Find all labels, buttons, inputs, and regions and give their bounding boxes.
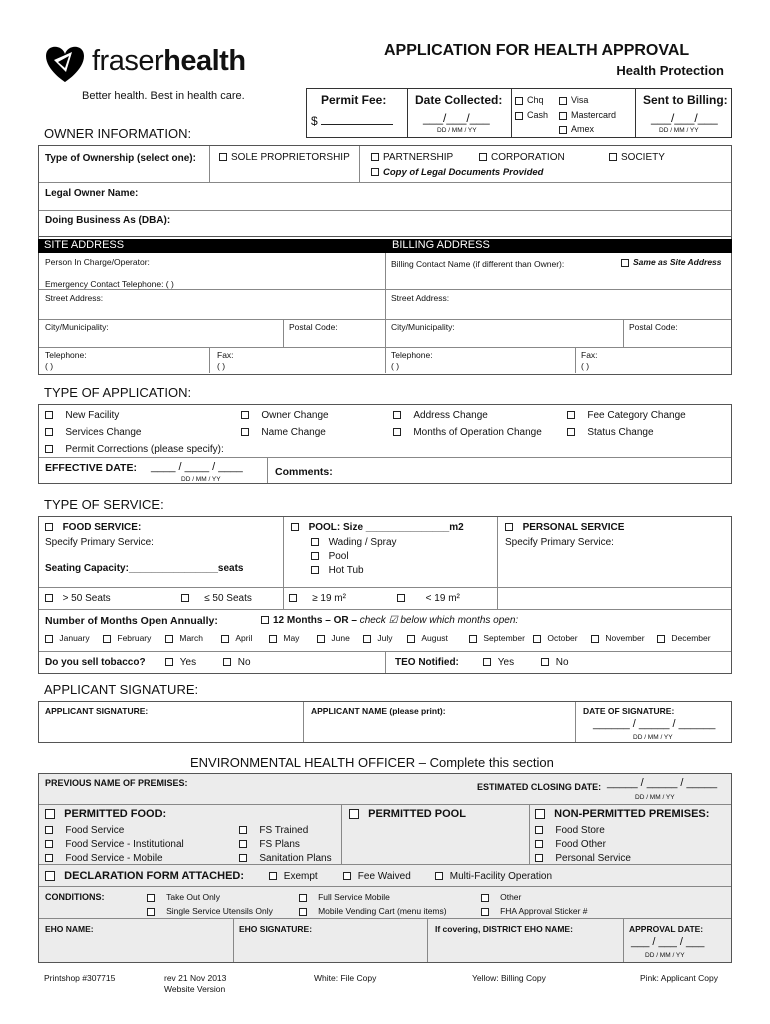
sent-to-billing-hint: DD / MM / YY (659, 127, 699, 134)
ownership-label: Type of Ownership (select one): (45, 153, 196, 164)
checkbox-icon[interactable] (393, 411, 401, 419)
checkbox-icon[interactable] (147, 908, 155, 916)
partnership-option[interactable]: PARTNERSHIP (371, 152, 453, 163)
permitted-food-option[interactable]: PERMITTED FOOD: (45, 808, 166, 820)
checkbox-icon[interactable] (535, 809, 545, 819)
checkbox-icon[interactable] (515, 97, 523, 105)
conditions-label: CONDITIONS: (45, 892, 105, 902)
months-change-option[interactable]: Months of Operation Change (393, 427, 542, 438)
service-section-title: TYPE OF SERVICE: (44, 497, 164, 512)
eho-food-inst-option[interactable]: Food Service - Institutional (45, 839, 184, 850)
name-change-option[interactable]: Name Change (241, 427, 326, 438)
brand-bold: health (163, 45, 246, 77)
wading-option[interactable]: Wading / Spray (311, 537, 397, 548)
signature-box (38, 701, 732, 743)
sanitation-plans-option[interactable]: Sanitation Plans (239, 853, 332, 864)
month-february[interactable]: February (103, 633, 151, 643)
checkbox-icon[interactable] (291, 523, 299, 531)
checkbox-icon[interactable] (45, 854, 53, 862)
eho-box (38, 773, 732, 963)
checkbox-icon[interactable] (435, 872, 443, 880)
closing-date-hint: DD / MM / YY (635, 794, 675, 801)
specify-primary-label: Specify Primary Service: (45, 537, 154, 548)
eho-name-label: EHO NAME: (45, 924, 94, 934)
twelve-months-option[interactable]: 12 Months – OR – check ☑ below which months open: (261, 615, 518, 626)
month-june[interactable]: June (317, 633, 350, 643)
emergency-contact-label: Emergency Contact Telephone: ( ) (45, 279, 174, 289)
checkbox-icon[interactable] (371, 153, 379, 161)
checkbox-icon[interactable] (559, 126, 567, 134)
applicant-name-label: APPLICANT NAME (please print): (311, 706, 446, 716)
legal-docs-option[interactable]: Copy of Legal Documents Provided (371, 167, 543, 178)
checkbox-icon[interactable] (535, 826, 543, 834)
checkbox-icon[interactable] (103, 635, 111, 643)
signature-section-title: APPLICANT SIGNATURE: (44, 682, 199, 697)
checkbox-icon[interactable] (559, 112, 567, 120)
checkbox-icon[interactable] (567, 428, 575, 436)
previous-name-label: PREVIOUS NAME OF PREMISES: (45, 778, 188, 788)
checkbox-icon[interactable] (483, 658, 491, 666)
checkbox-icon[interactable] (45, 594, 53, 602)
street-address-label: Street Address: (45, 293, 104, 303)
checkbox-icon[interactable] (343, 872, 351, 880)
teo-no-option[interactable]: No (541, 657, 569, 668)
checkbox-icon[interactable] (621, 259, 629, 267)
services-change-option[interactable]: Services Change (45, 427, 142, 438)
yellow-copy: Yellow: Billing Copy (472, 973, 546, 983)
owner-box (38, 145, 732, 237)
application-section-title: TYPE OF APPLICATION: (44, 385, 192, 400)
dba-label: Doing Business As (DBA): (45, 215, 171, 226)
mastercard-option[interactable]: Mastercard (559, 110, 616, 120)
website-version: Website Version (164, 984, 226, 994)
service-box (38, 516, 732, 674)
mobile-vending-option[interactable]: Mobile Vending Cart (menu items) (299, 906, 447, 916)
date-of-signature-label: DATE OF SIGNATURE: (583, 706, 675, 716)
eho-food-service-option[interactable]: Food Service (45, 825, 124, 836)
permitted-pool-option[interactable]: PERMITTED POOL (349, 808, 466, 820)
le50-option[interactable]: ≤ 50 Seats (181, 593, 252, 604)
take-out-option[interactable]: Take Out Only (147, 892, 220, 902)
status-change-option[interactable]: Status Change (567, 427, 654, 438)
month-august[interactable]: August (407, 633, 448, 643)
checkbox-icon[interactable] (45, 871, 55, 881)
personal-service-np-option[interactable]: Personal Service (535, 853, 631, 864)
permit-fee-label: Permit Fee: (321, 93, 387, 107)
eho-section-title: ENVIRONMENTAL HEALTH OFFICER – Complete this section (190, 755, 554, 770)
checkbox-icon[interactable] (45, 635, 53, 643)
checkbox-icon[interactable] (657, 635, 665, 643)
owner-section-title: OWNER INFORMATION: (44, 126, 192, 141)
effective-date-field[interactable]: ____ / ____ / ____ (151, 461, 243, 473)
tobacco-no-option[interactable]: No (223, 657, 251, 668)
checkbox-icon[interactable] (535, 854, 543, 862)
checkbox-icon[interactable] (407, 635, 415, 643)
single-service-option[interactable]: Single Service Utensils Only (147, 906, 273, 916)
multi-facility-option[interactable]: Multi-Facility Operation (435, 871, 552, 882)
checkbox-icon[interactable] (469, 635, 477, 643)
address-header-bar (38, 239, 732, 253)
month-may[interactable]: May (269, 633, 299, 643)
chq-option[interactable]: Chq (515, 95, 544, 105)
non-permitted-option[interactable]: NON-PERMITTED PREMISES: (535, 808, 709, 820)
checkbox-icon[interactable] (45, 411, 53, 419)
corporation-option[interactable]: CORPORATION (479, 152, 565, 163)
telephone-label: Telephone: (45, 350, 87, 360)
approval-date-label: APPROVAL DATE: (629, 924, 704, 934)
address-change-option[interactable]: Address Change (393, 410, 488, 421)
fs-plans-option[interactable]: FS Plans (239, 839, 300, 850)
food-store-option[interactable]: Food Store (535, 825, 605, 836)
billing-telephone-label: Telephone: (391, 350, 433, 360)
months-row (45, 633, 729, 647)
checkbox-icon[interactable] (363, 635, 371, 643)
billing-contact-label: Billing Contact Name (if different than Owner): (391, 259, 565, 269)
effective-date-label: EFFECTIVE DATE: (45, 462, 137, 474)
month-july[interactable]: July (363, 633, 393, 643)
full-service-mobile-option[interactable]: Full Service Mobile (299, 892, 390, 902)
dollar-sign: $ (311, 114, 393, 128)
fee-box (306, 88, 732, 138)
brand-light: fraser (92, 45, 164, 77)
checkbox-icon[interactable] (45, 826, 53, 834)
food-other-option[interactable]: Food Other (535, 839, 606, 850)
checkbox-icon[interactable] (223, 658, 231, 666)
teo-yes-option[interactable]: Yes (483, 657, 514, 668)
city-label: City/Municipality: (45, 322, 109, 332)
declaration-option[interactable]: DECLARATION FORM ATTACHED: (45, 870, 244, 882)
month-march[interactable]: March (165, 633, 203, 643)
checkbox-icon[interactable] (349, 809, 359, 819)
lt19-option[interactable]: < 19 m² (397, 593, 460, 604)
fs-trained-option[interactable]: FS Trained (239, 825, 308, 836)
date-collected-label: Date Collected: (415, 93, 503, 107)
billing-address-header: BILLING ADDRESS (392, 239, 490, 251)
checkbox-icon[interactable] (239, 854, 247, 862)
tobacco-yes-option[interactable]: Yes (165, 657, 196, 668)
personal-service-option[interactable]: PERSONAL SERVICE (505, 522, 624, 533)
checkbox-icon[interactable] (45, 445, 53, 453)
months-open-label: Number of Months Open Annually: (45, 615, 218, 627)
date-collected-field[interactable]: ___/___/___ (423, 111, 490, 125)
checkbox-icon[interactable] (317, 635, 325, 643)
pool-option[interactable]: Pool (311, 551, 349, 562)
checkbox-icon[interactable] (269, 872, 277, 880)
checkbox-icon[interactable] (239, 840, 247, 848)
checkbox-icon[interactable] (181, 594, 189, 602)
month-october[interactable]: October (533, 633, 578, 643)
checkbox-icon[interactable] (165, 635, 173, 643)
printshop-number: Printshop #307715 (44, 973, 116, 983)
checkbox-icon[interactable] (239, 826, 247, 834)
checkbox-icon[interactable] (45, 428, 53, 436)
month-september[interactable]: September (469, 633, 525, 643)
permit-corrections-option[interactable]: Permit Corrections (please specify): (45, 444, 224, 455)
fax-label: Fax: (217, 350, 234, 360)
checkbox-icon[interactable] (45, 840, 53, 848)
checkbox-icon[interactable] (299, 894, 307, 902)
application-box (38, 404, 732, 484)
fee-category-change-option[interactable]: Fee Category Change (567, 410, 686, 421)
checkbox-icon[interactable] (505, 523, 513, 531)
billing-city-label: City/Municipality: (391, 322, 455, 332)
exempt-option[interactable]: Exempt (269, 871, 318, 882)
permit-fee-field[interactable] (321, 124, 393, 125)
white-copy: White: File Copy (314, 973, 377, 983)
checkbox-icon[interactable] (269, 635, 277, 643)
sent-to-billing-field[interactable]: ___/___/___ (651, 111, 718, 125)
effective-date-hint: DD / MM / YY (181, 476, 221, 483)
checkbox-icon[interactable] (609, 153, 617, 161)
checkbox-icon[interactable] (481, 908, 489, 916)
checkbox-icon[interactable] (165, 658, 173, 666)
closing-date-label: ESTIMATED CLOSING DATE: (477, 782, 602, 792)
checkbox-icon[interactable] (515, 112, 523, 120)
checkbox-icon[interactable] (535, 840, 543, 848)
checkbox-icon[interactable] (147, 894, 155, 902)
legal-owner-label: Legal Owner Name: (45, 188, 139, 199)
fha-sticker-option[interactable]: FHA Approval Sticker # (481, 906, 588, 916)
checkbox-icon[interactable] (311, 538, 319, 546)
society-option[interactable]: SOCIETY (609, 152, 665, 163)
food-service-option[interactable]: FOOD SERVICE: (45, 522, 141, 533)
checkbox-icon[interactable] (289, 594, 297, 602)
checkbox-icon[interactable] (241, 428, 249, 436)
same-as-site-option[interactable]: Same as Site Address (621, 257, 722, 267)
visa-option[interactable]: Visa (559, 95, 588, 105)
sent-to-billing-label: Sent to Billing: (643, 93, 728, 107)
applicant-signature-label: APPLICANT SIGNATURE: (45, 706, 149, 716)
approval-date-hint: DD / MM / YY (645, 952, 685, 959)
tagline: Better health. Best in health care. (82, 90, 245, 102)
checkbox-icon[interactable] (541, 658, 549, 666)
billing-street-label: Street Address: (391, 293, 450, 303)
checkbox-icon[interactable] (567, 411, 575, 419)
hot-tub-option[interactable]: Hot Tub (311, 565, 364, 576)
logo (42, 42, 252, 90)
checkbox-icon[interactable] (371, 168, 379, 176)
specify-primary-label-2: Specify Primary Service: (505, 537, 614, 548)
checkbox-icon[interactable] (397, 594, 405, 602)
checkbox-icon[interactable] (219, 153, 227, 161)
amex-option[interactable]: Amex (559, 124, 594, 134)
ge19-option[interactable]: ≥ 19 m² (289, 593, 346, 604)
checkbox-icon[interactable] (393, 428, 401, 436)
tobacco-label: Do you sell tobacco? (45, 657, 146, 668)
checkbox-icon[interactable] (221, 635, 229, 643)
pink-copy: Pink: Applicant Copy (640, 973, 718, 983)
other-option[interactable]: Other (481, 892, 521, 902)
billing-postal-label: Postal Code: (629, 322, 678, 332)
site-address-header: SITE ADDRESS (44, 239, 125, 251)
fraserhealth-logo-icon (42, 42, 88, 86)
closing-date-field[interactable]: _____ / _____ / _____ (607, 777, 718, 789)
month-january[interactable]: January (45, 633, 90, 643)
month-april[interactable]: April (221, 633, 252, 643)
billing-fax-paren: ( ) (581, 361, 590, 371)
comments-label: Comments: (275, 466, 333, 478)
page-title: APPLICATION FOR HEALTH APPROVAL (384, 42, 690, 59)
month-december[interactable]: December (657, 633, 711, 643)
new-facility-option[interactable]: New Facility (45, 410, 119, 421)
checkbox-icon[interactable] (591, 635, 599, 643)
checkbox-icon[interactable] (311, 552, 319, 560)
date-collected-hint: DD / MM / YY (437, 127, 477, 134)
address-box (38, 237, 732, 375)
approval-date-field[interactable]: ___ / ___ / ___ (631, 936, 705, 948)
checkbox-icon[interactable] (45, 523, 53, 531)
checkbox-icon[interactable] (479, 153, 487, 161)
cash-option[interactable]: Cash (515, 110, 548, 120)
billing-telephone-paren: ( ) (391, 361, 400, 371)
owner-change-option[interactable]: Owner Change (241, 410, 329, 421)
seating-capacity-label: Seating Capacity:________________seats (45, 563, 244, 574)
checkbox-icon[interactable] (241, 411, 249, 419)
checkbox-icon[interactable] (533, 635, 541, 643)
page-subtitle: Health Protection (616, 63, 724, 78)
checkbox-icon[interactable] (559, 97, 567, 105)
person-in-charge-label: Person In Charge/Operator: (45, 257, 150, 267)
checkbox-icon[interactable] (481, 894, 489, 902)
eho-signature-label: EHO SIGNATURE: (239, 924, 313, 934)
teo-label: TEO Notified: (395, 657, 459, 668)
checkbox-icon[interactable] (299, 908, 307, 916)
month-november[interactable]: November (591, 633, 645, 643)
gt50-option[interactable]: > 50 Seats (45, 593, 111, 604)
fee-waived-option[interactable]: Fee Waived (343, 871, 411, 882)
date-of-signature-hint: DD / MM / YY (633, 734, 673, 741)
district-eho-label: If covering, DISTRICT EHO NAME: (435, 924, 573, 934)
revision-date: rev 21 Nov 2013 (164, 973, 227, 983)
pool-size-option[interactable]: POOL: Size _______________m2 (291, 522, 464, 533)
checkbox-icon[interactable] (311, 566, 319, 574)
eho-food-mobile-option[interactable]: Food Service - Mobile (45, 853, 163, 864)
telephone-paren: ( ) (45, 361, 54, 371)
sole-proprietorship-option[interactable]: SOLE PROPRIETORSHIP (219, 152, 350, 163)
checkbox-icon[interactable] (261, 616, 269, 624)
fax-paren: ( ) (217, 361, 226, 371)
brand-wordmark (92, 46, 246, 76)
date-of-signature-field[interactable]: ______ / _____ / ______ (593, 718, 716, 730)
checkbox-icon[interactable] (45, 809, 55, 819)
postal-code-label: Postal Code: (289, 322, 338, 332)
billing-fax-label: Fax: (581, 350, 598, 360)
